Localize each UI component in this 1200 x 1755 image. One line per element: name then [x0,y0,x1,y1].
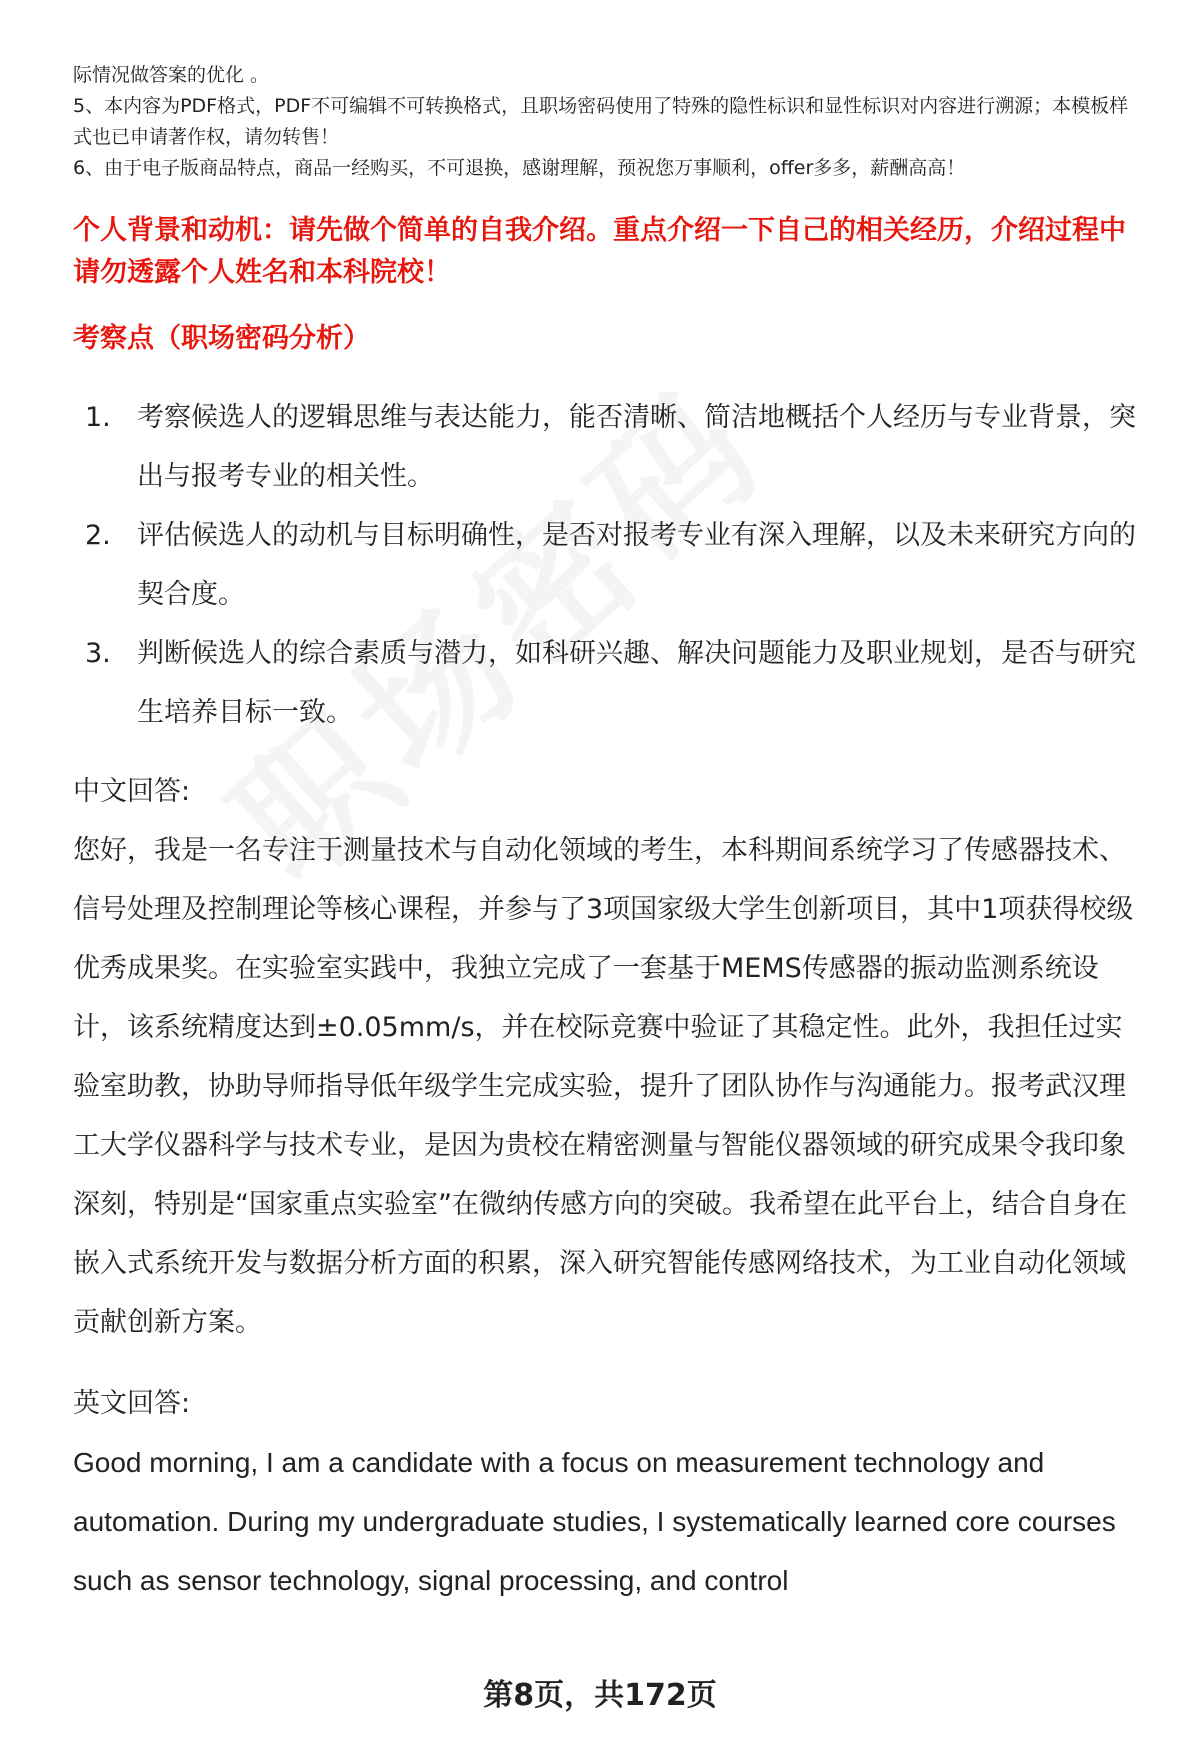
page-number: 第8页，共172页 [483,1678,717,1713]
note-line: 5、本内容为PDF格式，PDF不可编辑不可转换格式，且职场密码使用了特殊的隐性标识和显性标识对内容进行溯源；本模板样式也已申请著作权，请勿转售！ [73,95,1129,148]
assessment-title: 考察点（职场密码分析） [73,323,370,354]
list-text: 考察候选人的逻辑思维与表达能力，能否清晰、简洁地概括个人经历与专业背景，突出与报考专业的相关性。 [137,402,1136,492]
list-number: 1. [85,402,111,433]
english-answer: Good morning, I am a candidate with a focus on measurement technology and automation. During my undergraduate studies, I systematically learned core courses such as sensor technology, signal processing, and control [73,1447,1116,1596]
notes-block [73,60,1143,184]
assessment-heading [73,318,1143,360]
list-number: 3. [85,638,111,669]
assessment-list [73,388,1143,742]
english-answer-label: 英文回答: [73,1388,191,1419]
note-line: 6、由于电子版商品特点，商品一经购买，不可退换，感谢理解，预祝您万事顺利，offer多多，薪酬高高！ [73,157,966,179]
chinese-answer-label: 中文回答: [73,776,191,807]
list-item [73,624,1143,742]
list-item [73,388,1143,506]
note-line: 际情况做答案的优化 。 [73,64,270,86]
list-number: 2. [85,520,111,551]
document-page [73,0,1143,1610]
question-text: 个人背景和动机：请先做个简单的自我介绍。重点介绍一下自己的相关经历，介绍过程中请勿透露个人姓名和本科院校！ [73,215,1126,288]
list-text: 评估候选人的动机与目标明确性，是否对报考专业有深入理解，以及未来研究方向的契合度。 [137,520,1136,610]
chinese-answer: 您好，我是一名专注于测量技术与自动化领域的考生，本科期间系统学习了传感器技术、信号处理及控制理论等核心课程，并参与了3项国家级大学生创新项目，其中1项获得校级优秀成果奖。在实验室实践中，我独立完成了一套基于MEMS传感器的振动监测系统设计，该系统精度达到±0.05mm/s，并在校际竞赛中验证了其稳定性。此外，我担任过实验室助教，协助导师指导低年级学生完成实验，提升了团队协作与沟通能力。报考武汉理工大学仪器科学与技术专业，是因为贵校在精密测量与智能仪器领域的研究成果令我印象深刻，特别是“国家重点实验室”在微纳传感方向的突破。我希望在此平台上，结合自身在嵌入式系统开发与数据分析方面的积累，深入研究智能传感网络技术，为工业自动化领域贡献创新方案。 [73,835,1134,1338]
list-text: 判断候选人的综合素质与潜力，如科研兴趣、解决问题能力及职业规划，是否与研究生培养目标一致。 [137,638,1136,728]
list-item [73,506,1143,624]
question-heading [73,210,1143,294]
